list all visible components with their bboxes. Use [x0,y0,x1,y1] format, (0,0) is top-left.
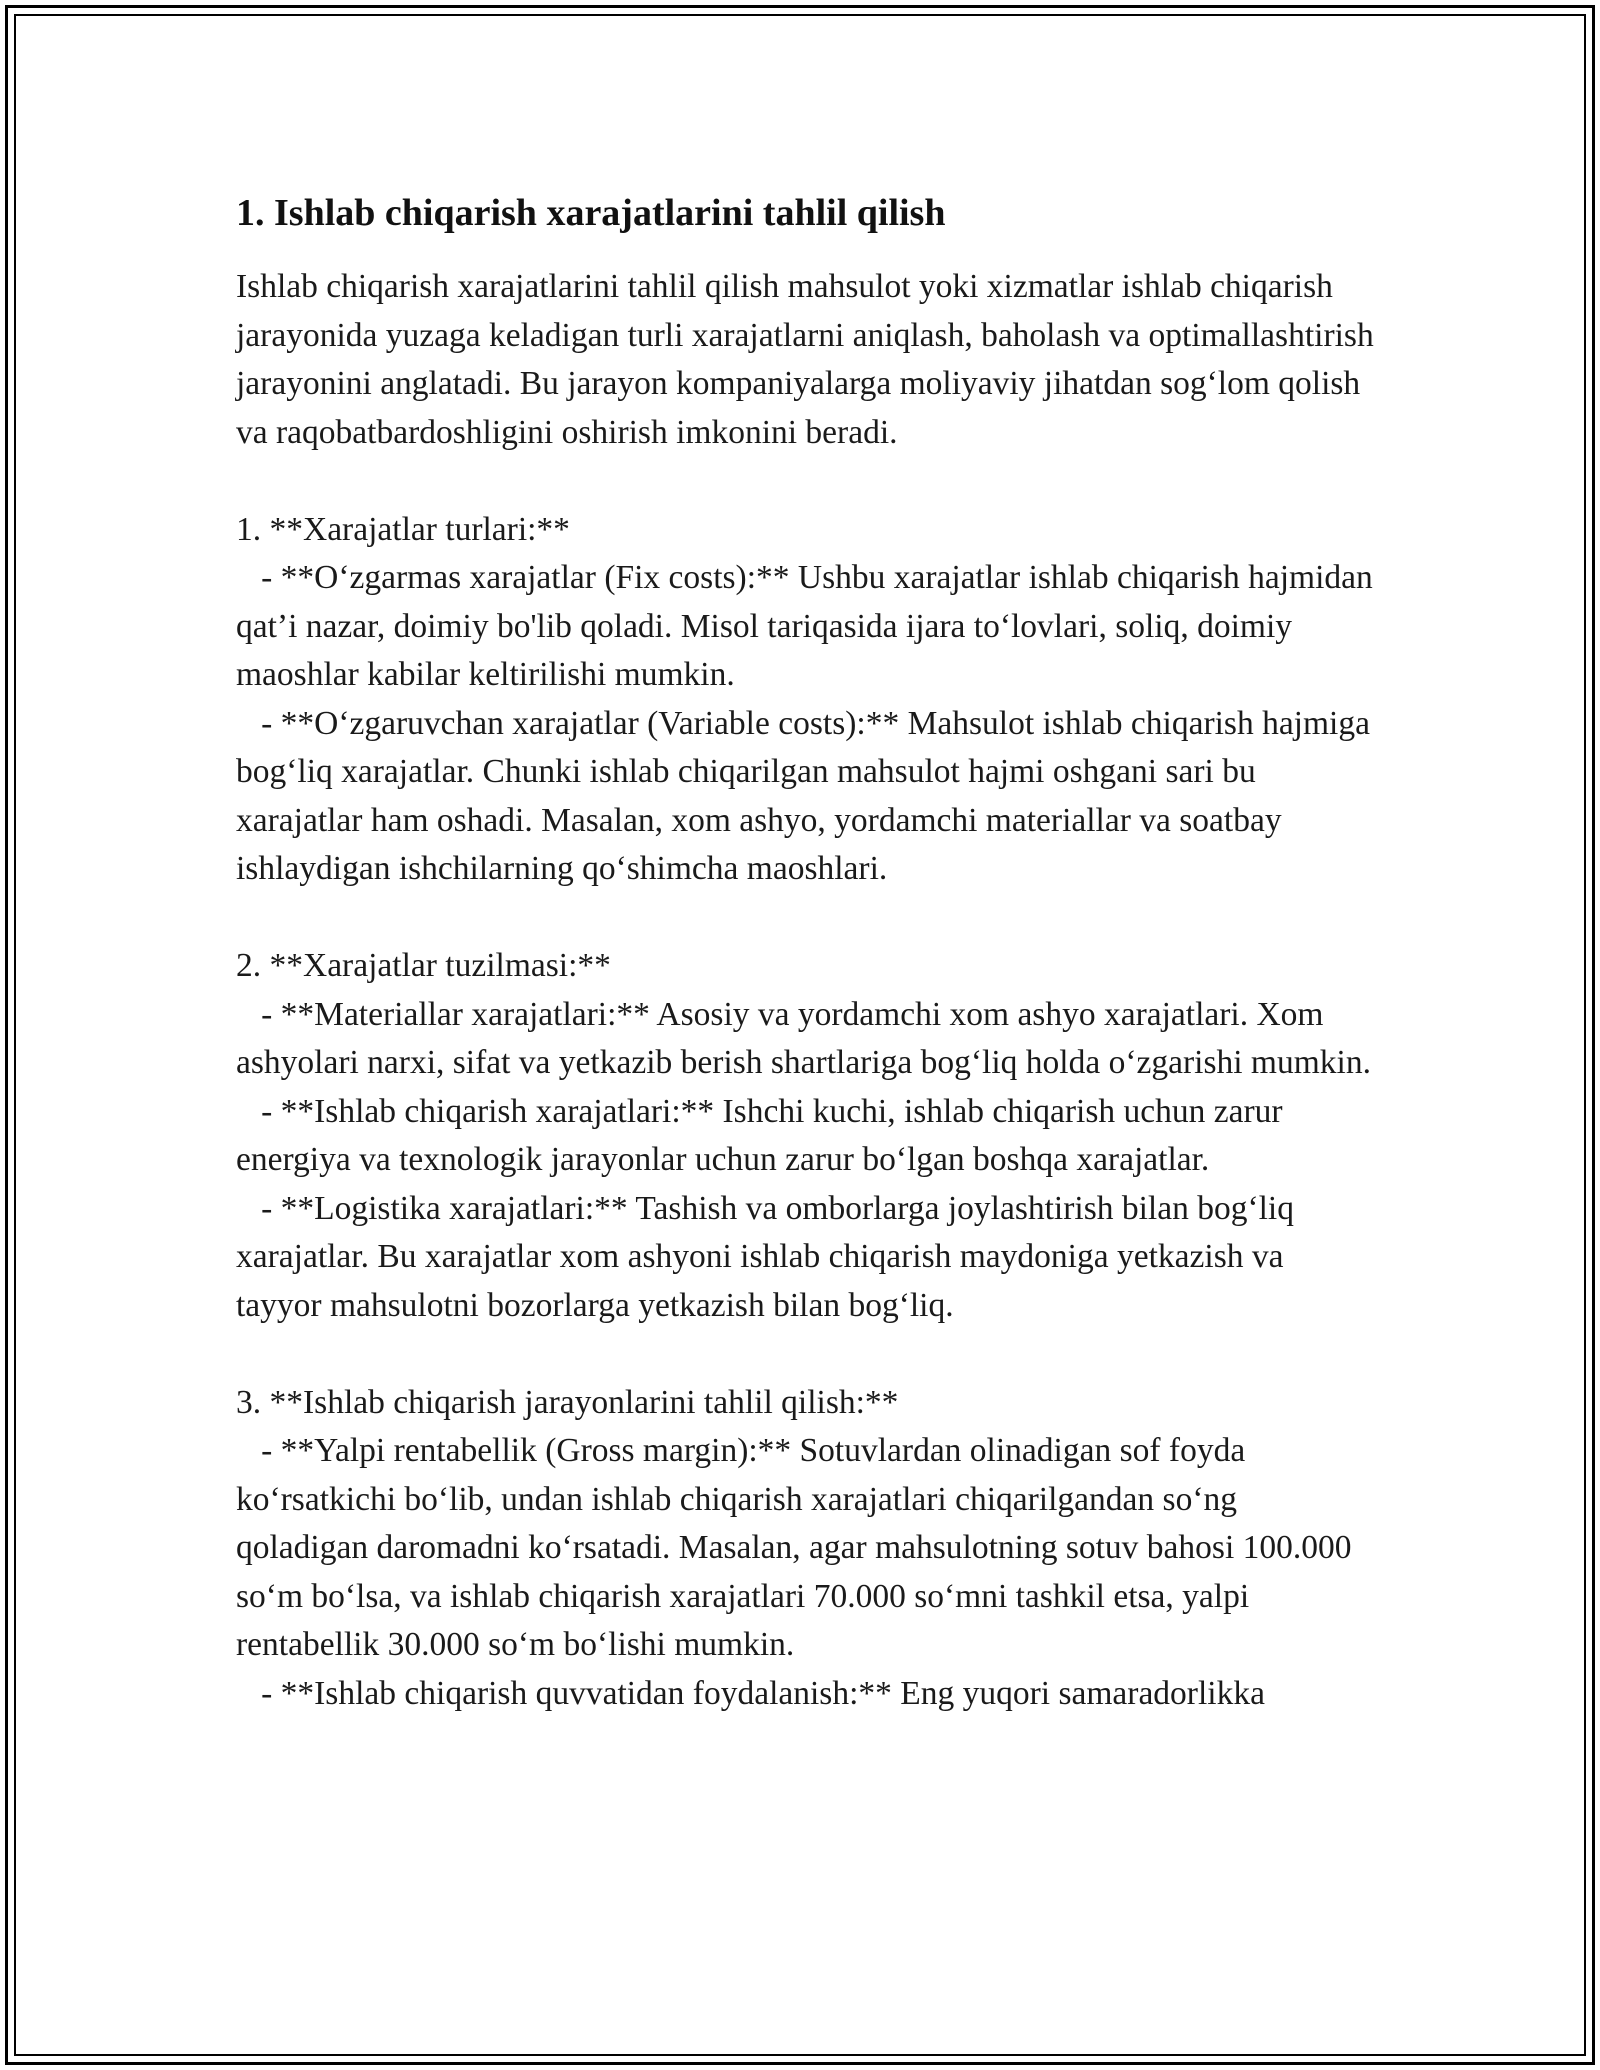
section-item: - **Logistika xarajatlari:** Tashish va omborlarga joylashtirish bilan bog‘liq xarajatlar. Bu xarajatlar xom ashyoni ishlab chiqarish maydoniga yetkazish va tayyor mahsulotni bozorlarga yetkazish bilan bog‘liq. [236,1189,1303,1324]
section-item: - **Yalpi rentabellik (Gross margin):** Sotuvlardan olinadigan sof foyda ko‘rsatkichi bo‘lib, undan ishlab chiqarish xarajatlari chiqarilgandan so‘ng qoladigan daromadni ko‘rsatadi. Masalan, agar mahsulotning sotuv bahosi 100.000 so‘m bo‘lsa, va ishlab chiqarish xarajatlari 70.000 so‘mni tashkil etsa, yalpi rentabellik 30.000 so‘m bo‘lishi mumkin. [236,1432,1360,1663]
section-item: - **O‘zgaruvchan xarajatlar (Variable costs):** Mahsulot ishlab chiqarish hajmiga bog‘liq xarajatlar. Chunki ishlab chiqarilgan mahsulot hajmi oshgani sari bu xarajatlar ham oshadi. Masalan, xom ashyo, yordamchi materiallar va soatbay ishlaydigan ishchilarning qo‘shimcha maoshlari. [236,704,1379,887]
section-item: - **Ishlab chiqarish xarajatlari:** Ishchi kuchi, ishlab chiqarish uchun zarur energiya va texnologik jarayonlar uchun zarur bo‘lgan boshqa xarajatlar. [236,1092,1291,1178]
section-heading: 3. **Ishlab chiqarish jarayonlarini tahlil qilish:** [236,1383,899,1421]
section-3 [236,1379,1376,1719]
section-heading: 2. **Xarajatlar tuzilmasi:** [236,947,611,984]
spacer [236,457,1376,506]
spacer [236,894,1376,943]
section-item: - **Materiallar xarajatlari:** Asosiy va yordamchi xom ashyo xarajatlari. Xom ashyolari narxi, sifat va yetkazib berish shartlariga bog‘liq holda o‘zgarishi mumkin. [236,995,1371,1081]
spacer [236,1330,1376,1379]
section-item: - **Ishlab chiqarish quvvatidan foydalanish:** Eng yuqori samaradorlikka [236,1674,1265,1712]
document-body [236,185,1383,1718]
document-title: 1. Ishlab chiqarish xarajatlarini tahlil qilish [236,192,946,234]
section-1 [236,506,1382,894]
intro-paragraph: Ishlab chiqarish xarajatlarini tahlil qilish mahsulot yoki xizmatlar ishlab chiqarish jarayonida yuzaga keladigan turli xarajatlarni aniqlash, baholash va optimallashtirish jarayonini anglatadi. Bu jarayon kompaniyalarga moliyaviy jihatdan sog‘lom qolish va raqobatbardoshligini oshirish imkonini beradi. [236,268,1383,451]
section-item: - **O‘zgarmas xarajatlar (Fix costs):** Ushbu xarajatlar ishlab chiqarish hajmidan qat’i nazar, doimiy bo'lib qoladi. Misol tariqasida ijara to‘lovlari, soliq, doimiy maoshlar kabilar keltirilishi mumkin. [236,559,1382,693]
section-heading: 1. **Xarajatlar turlari:** [236,510,570,548]
section-2 [236,942,1376,1330]
